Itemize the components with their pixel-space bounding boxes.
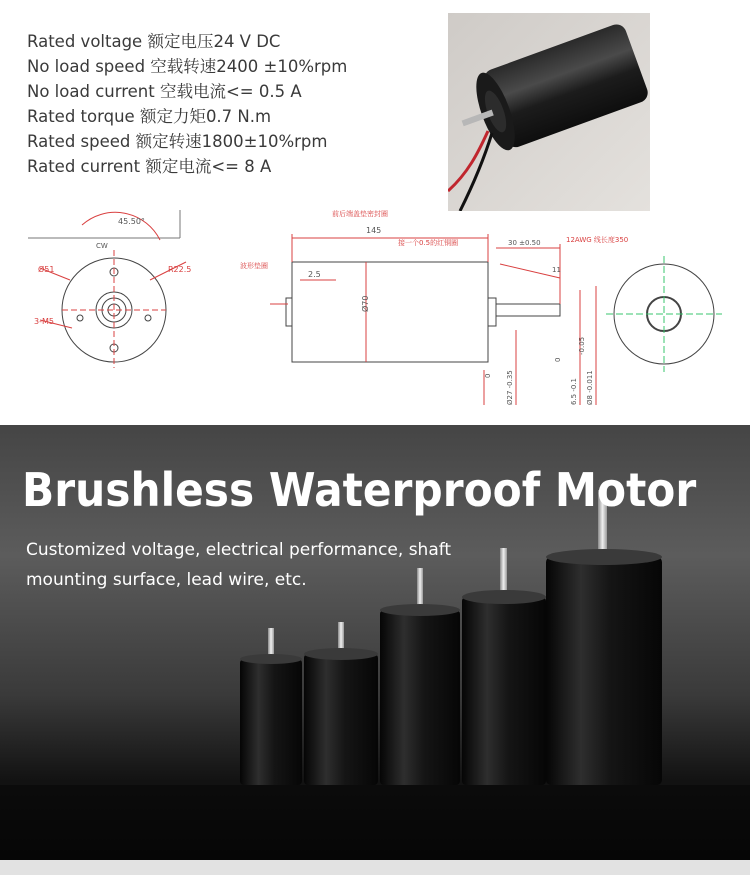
tolerance-4: 6.5 -0.1: [570, 377, 578, 405]
radius-label: R22.5: [168, 265, 192, 274]
diameter-label: Ø70: [361, 295, 370, 312]
washer-label: 波形垫圈: [240, 262, 268, 270]
banner-subtitle: Customized voltage, electrical performance, shaft mounting surface, lead wire, etc.: [26, 540, 452, 590]
technical-drawing: [0, 200, 750, 425]
tolerance-1: 0: [484, 373, 492, 378]
spec-rated-torque: Rated torque 额定力矩0.7 N.m: [27, 107, 272, 126]
motor-photo: [448, 13, 650, 211]
rotation-label: CW: [96, 242, 108, 250]
bolt-circle-label: Ø51: [38, 265, 55, 274]
end-view: [606, 256, 722, 372]
motor-5: [546, 490, 662, 785]
spec-rated-current: Rated current 额定电流<= 8 A: [27, 157, 272, 176]
eleven-label: 11: [552, 266, 561, 274]
motor-1: [240, 628, 302, 785]
product-banner: [0, 425, 750, 860]
motor-2: [304, 622, 378, 785]
spec-rated-voltage: Rated voltage 额定电压24 V DC: [27, 32, 281, 51]
spec-section: [0, 0, 750, 425]
front-view: [28, 210, 186, 368]
footer-strip: [0, 860, 750, 875]
tolerance-2: Ø27 -0.35: [506, 370, 514, 405]
side-view: [270, 234, 596, 405]
offset-label: 2.5: [308, 270, 321, 279]
shaft-length-label: 30 ±0.50: [508, 239, 541, 247]
spec-no-load-speed: No load speed 空载转速2400 ±10%rpm: [27, 57, 348, 76]
tolerance-6: -0.05: [578, 336, 586, 355]
spec-no-load-current: No load current 空载电流<= 0.5 A: [27, 82, 302, 101]
tolerance-3: 0: [554, 357, 562, 362]
length-label: 145: [366, 226, 382, 235]
seal-label: 前后端盖垫密封圈: [332, 210, 388, 218]
tolerance-5: Ø8 -0.011: [586, 370, 594, 405]
wire-label: 12AWG 线长度350: [566, 236, 629, 244]
motor-photo-image: [448, 13, 650, 211]
spec-rated-speed: Rated speed 额定转速1800±10%rpm: [27, 132, 328, 151]
motor-3: [380, 568, 460, 785]
banner-title: Brushless Waterproof Motor: [22, 463, 697, 517]
thread-label: 3-M5: [34, 317, 54, 326]
copper-ring-label: 接一个0.5的红铜圈: [398, 239, 459, 247]
spec-list: [27, 29, 347, 179]
angle-label: 45.50°: [118, 217, 145, 226]
